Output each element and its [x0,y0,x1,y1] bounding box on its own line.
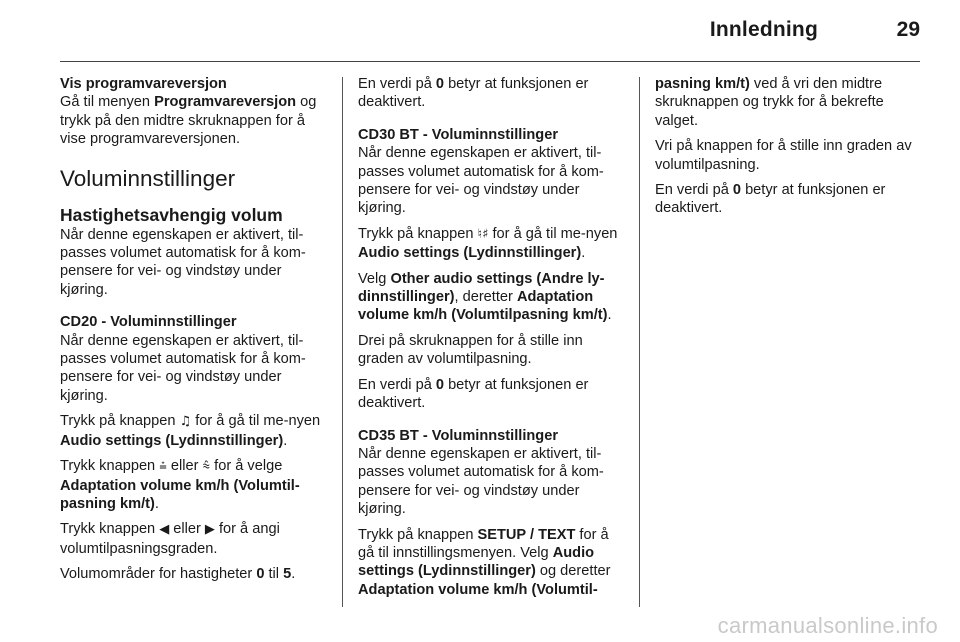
music-note-icon: ♫ [179,414,192,430]
column-divider-2 [639,77,640,607]
cd20-step-3: Trykk knappen ◀ eller ▶ for å angi volumtilpasningsgraden. [60,521,280,557]
cd20-step-5: En verdi på 0 betyr at funksjonen er deaktivert. [358,76,589,111]
arrow-left-icon: ◀ [159,522,170,538]
vis-paragraph: Gå til menyen Programvareversjon og trykk på den midtre skruknappen for å vise programvareversjonen. [60,94,317,148]
header-divider [60,61,920,62]
cd20-step-4: Volumområder for hastigheter 0 til 5. [60,566,296,583]
column-3 [655,75,923,225]
cd20-step-2: Trykk knappen ⩮ eller ⩯ for å velge Adaptation volume km/h (Volumtil-pasning km/t). [60,458,300,512]
vis-heading: Vis programvareversjon [60,76,227,92]
section-title: Voluminnstillinger [60,165,236,191]
up-button-icon: ⩮ [159,459,167,475]
down-button-icon: ⩯ [202,459,211,475]
column-divider-1 [342,77,343,607]
page-number: 29 [896,18,920,41]
cd30-intro: Når denne egenskapen er aktivert, til-passes volumet automatisk for å kom-pensere for vei- og vindstøy under kjøring. [358,145,604,217]
cd20-intro: Når denne egenskapen er aktivert, til-passes volumet automatisk for å kom-pensere for vei- og vindstøy under kjøring. [60,332,306,404]
cd20-step-1: Trykk på knappen ♫ for å gå til me-nyen Audio settings (Lydinnstillinger). [60,413,321,449]
cd30-step-4: En verdi på 0 betyr at funksjonen er deaktivert. [358,376,589,412]
cd35-heading: CD35 BT - Voluminnstillinger [358,427,559,444]
column-2 [358,75,626,606]
subsection-title: Hastighetsavhengig volum [60,204,283,225]
cd30-step-1: Trykk på knappen ♮♯ for å gå til me-nyen Audio settings (Lydinnstillinger). [358,225,618,262]
cd30-step-2: Velg Other audio settings (Andre ly-dinnstillinger), deretter Adaptation volume km/h (Volumtilpasning km/t). [358,270,612,324]
cd35-intro: Når denne egenskapen er aktivert, til-passes volumet automatisk for å kom-pensere for vei- og vindstøy under kjøring. [358,445,604,518]
cd30-step-3: Drei på skruknappen for å stille inn graden av volumtilpasning. [358,332,583,368]
header-title: Innledning [709,18,818,41]
watermark: carmanualsonline.info [717,613,938,638]
cd35-step-1-cont: pasning km/t) ved å vri den midtre skruknappen og trykk for å bekrefte valget. [655,76,884,129]
cd35-step-1: Trykk på knappen SETUP / TEXT for å gå til innstillingsmenyen. Velg Audio settings (Lydinnstillinger) og deretter Adaptation volume km/h (Volumtil- [358,526,611,598]
tone-button-icon: ♮♯ [477,226,489,242]
column-1 [60,75,328,591]
intro-paragraph: Når denne egenskapen er aktivert, til-passes volumet automatisk for å kom-pensere for vei- og vindstøy under kjøring. [60,226,306,298]
cd35-step-3: En verdi på 0 betyr at funksjonen er deaktivert. [655,182,886,217]
cd30-heading: CD30 BT - Voluminnstillinger [358,126,559,143]
cd20-heading: CD20 - Voluminnstillinger [60,314,237,331]
arrow-right-icon: ▶ [204,522,215,538]
cd35-step-2: Vri på knappen for å stille inn graden av volumtilpasning. [655,138,912,173]
